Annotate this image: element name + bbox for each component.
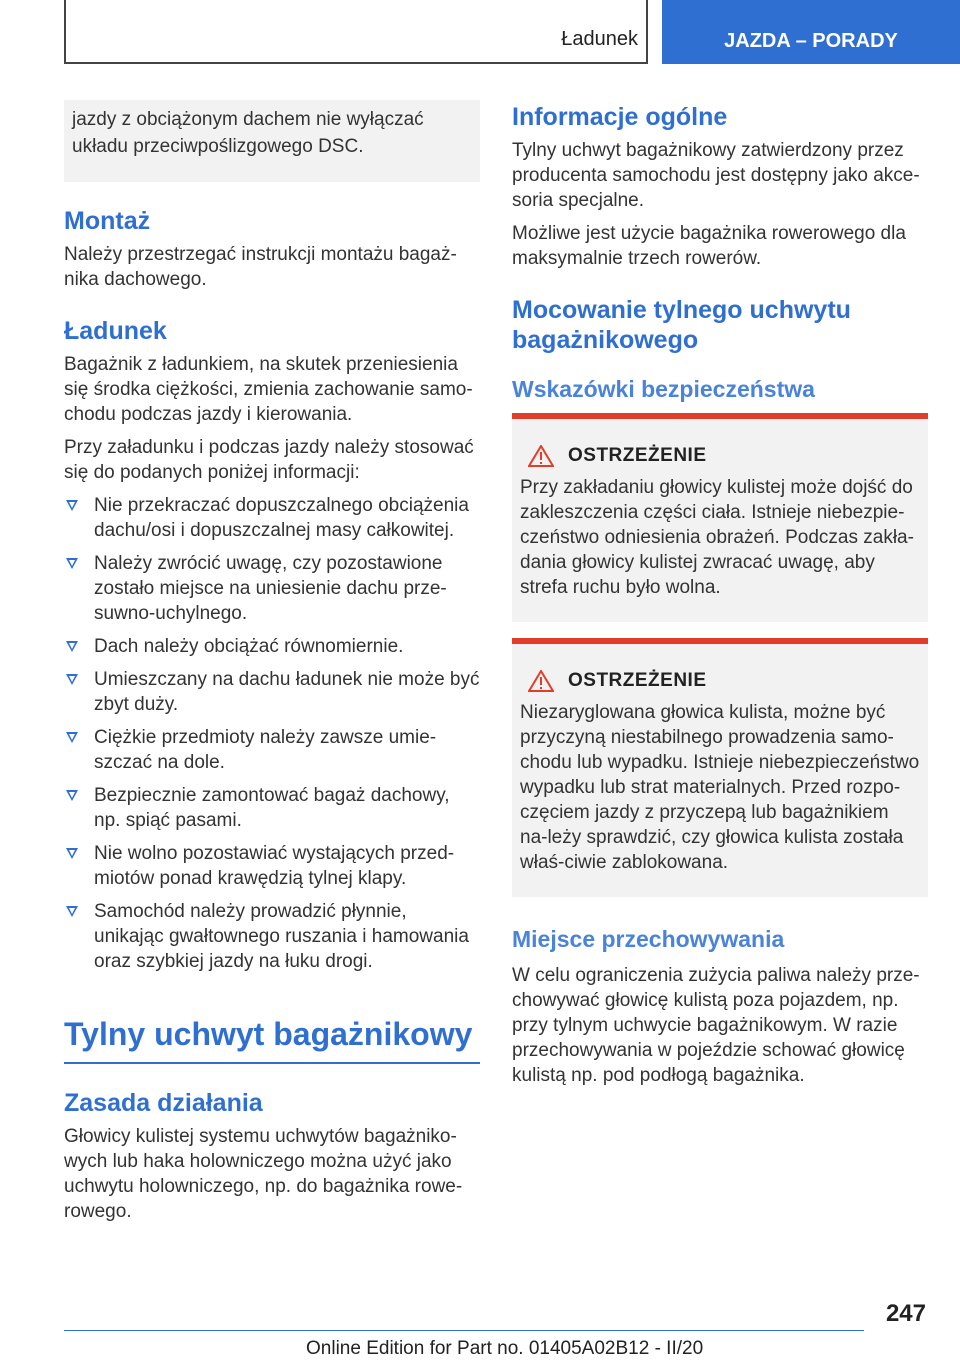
triangle-bullet-icon: [66, 848, 78, 859]
ladunek-heading: Ładunek: [64, 317, 167, 345]
zasada-heading: Zasada działania: [64, 1089, 263, 1117]
list-item: Bezpiecznie zamontować bagaż dachowy, np. spiąć pasami.: [64, 783, 480, 833]
warning-text: Niezaryglowana głowica kulista, możne być przyczyną niestabilnego prowadzenia samo-chodu lub wypadku. Istnieje niebezpieczeństwo wypadku lub strat materialnych. Przed rozpo-częciem jazdy z przyczepą lub bagażnikiem na-leży sprawdzić, czy głowica kulista została właś-ciwie zablokowana.: [520, 702, 920, 873]
warning-title: OSTRZEŻENIE: [568, 670, 707, 691]
ladunek-paragraph-1: Bagażnik z ładunkiem, na skutek przeniesienia się środka ciężkości, zmienia zachowanie samo-chodu podczas jazdy i kierowania.: [64, 354, 473, 425]
mocowanie-heading: Mocowanie tylnego uchwytu bagażnikowego: [512, 296, 851, 354]
left-column: [64, 100, 480, 1232]
footer-edition: Online Edition for Part no. 01405A02B12 - II/20: [306, 1338, 704, 1359]
warning-header: [520, 670, 920, 692]
triangle-bullet-icon: [66, 500, 78, 511]
triangle-bullet-icon: [66, 558, 78, 569]
warning-box-2: [512, 638, 928, 897]
triangle-bullet-icon: [66, 732, 78, 743]
info-heading: Informacje ogólne: [512, 103, 728, 131]
warning-text: Przy zakładaniu głowicy kulistej może dojść do zakleszczenia części ciała. Istnieje niebezpie-czeństwo odniesienia obrażeń. Podczas zakła-dania głowicy kulistej zwracać uwagę, aby strefa ruchu było wolna.: [520, 477, 914, 598]
chapter-heading: Tylny uchwyt bagażnikowy: [64, 1014, 480, 1064]
ladunek-paragraph-2: Przy załadunku i podczas jazdy należy stosować się do podanych poniżej informacji:: [64, 437, 474, 483]
list-item: Ciężkie przedmioty należy zawsze umie-szczać na dole.: [64, 725, 480, 775]
triangle-bullet-icon: [66, 674, 78, 685]
page-number: 247: [885, 1300, 926, 1327]
note-box: jazdy z obciążonym dachem nie wyłączać układu przeciwpoślizgowego DSC.: [64, 100, 480, 182]
header-section-title: Ładunek: [561, 28, 638, 50]
triangle-bullet-icon: [66, 906, 78, 917]
wskazowki-heading: Wskazówki bezpieczeństwa: [512, 376, 815, 402]
list-item: Nie przekraczać dopuszczalnego obciążenia dachu/osi i dopuszczalnej masy całkowitej.: [64, 493, 480, 543]
warning-box-1: [512, 413, 928, 622]
warning-title: OSTRZEŻENIE: [568, 445, 707, 466]
list-item: Samochód należy prowadzić płynnie, unikając gwałtownego ruszania i hamowania oraz szybkiej jazdy na łuku drogi.: [64, 899, 480, 974]
warning-triangle-icon: [528, 670, 554, 692]
warning-header: [520, 445, 920, 467]
miejsce-heading: Miejsce przechowywania: [512, 926, 785, 952]
info-paragraph-1: Tylny uchwyt bagażnikowy zatwierdzony przez producenta samochodu jest dostępny jako akce-soria specjalne.: [512, 140, 920, 211]
montaz-text: Należy przestrzegać instrukcji montażu bagaż-nika dachowego.: [64, 244, 457, 290]
zasada-text: Głowicy kulistej systemu uchwytów bagażniko-wych lub haka holowniczego można użyć jako uchwytu holowniczego, np. do bagażnika rowe-rowego.: [64, 1126, 463, 1222]
header-chapter-tab[interactable]: JAZDA – PORADY: [662, 0, 960, 64]
info-paragraph-2: Możliwe jest użycie bagażnika rowerowego dla maksymalnie trzech rowerów.: [512, 223, 906, 269]
list-item: Należy zwrócić uwagę, czy pozostawione zostało miejsce na uniesienie dachu prze-suwno-uchylnego.: [64, 551, 480, 626]
triangle-bullet-icon: [66, 641, 78, 652]
list-item: Nie wolno pozostawiać wystających przed-miotów ponad krawędzią tylnej klapy.: [64, 841, 480, 891]
footer-divider: [64, 1330, 864, 1331]
miejsce-text: W celu ograniczenia zużycia paliwa należy prze-chowywać głowicę kulistą poza pojazdem, np. przy tylnym uchwycie bagażnikowym. W razie przechowywania w pojeździe schować głowicę kulistą np. pod podłogą bagażnika.: [512, 965, 920, 1086]
right-column: [512, 100, 928, 1096]
triangle-bullet-icon: [66, 790, 78, 801]
montaz-heading: Montaż: [64, 207, 151, 235]
list-item: Dach należy obciążać równomiernie.: [64, 634, 480, 659]
ladunek-bullet-list: [64, 493, 480, 974]
list-item: Umieszczany na dachu ładunek nie może być zbyt duży.: [64, 667, 480, 717]
warning-triangle-icon: [528, 445, 554, 467]
